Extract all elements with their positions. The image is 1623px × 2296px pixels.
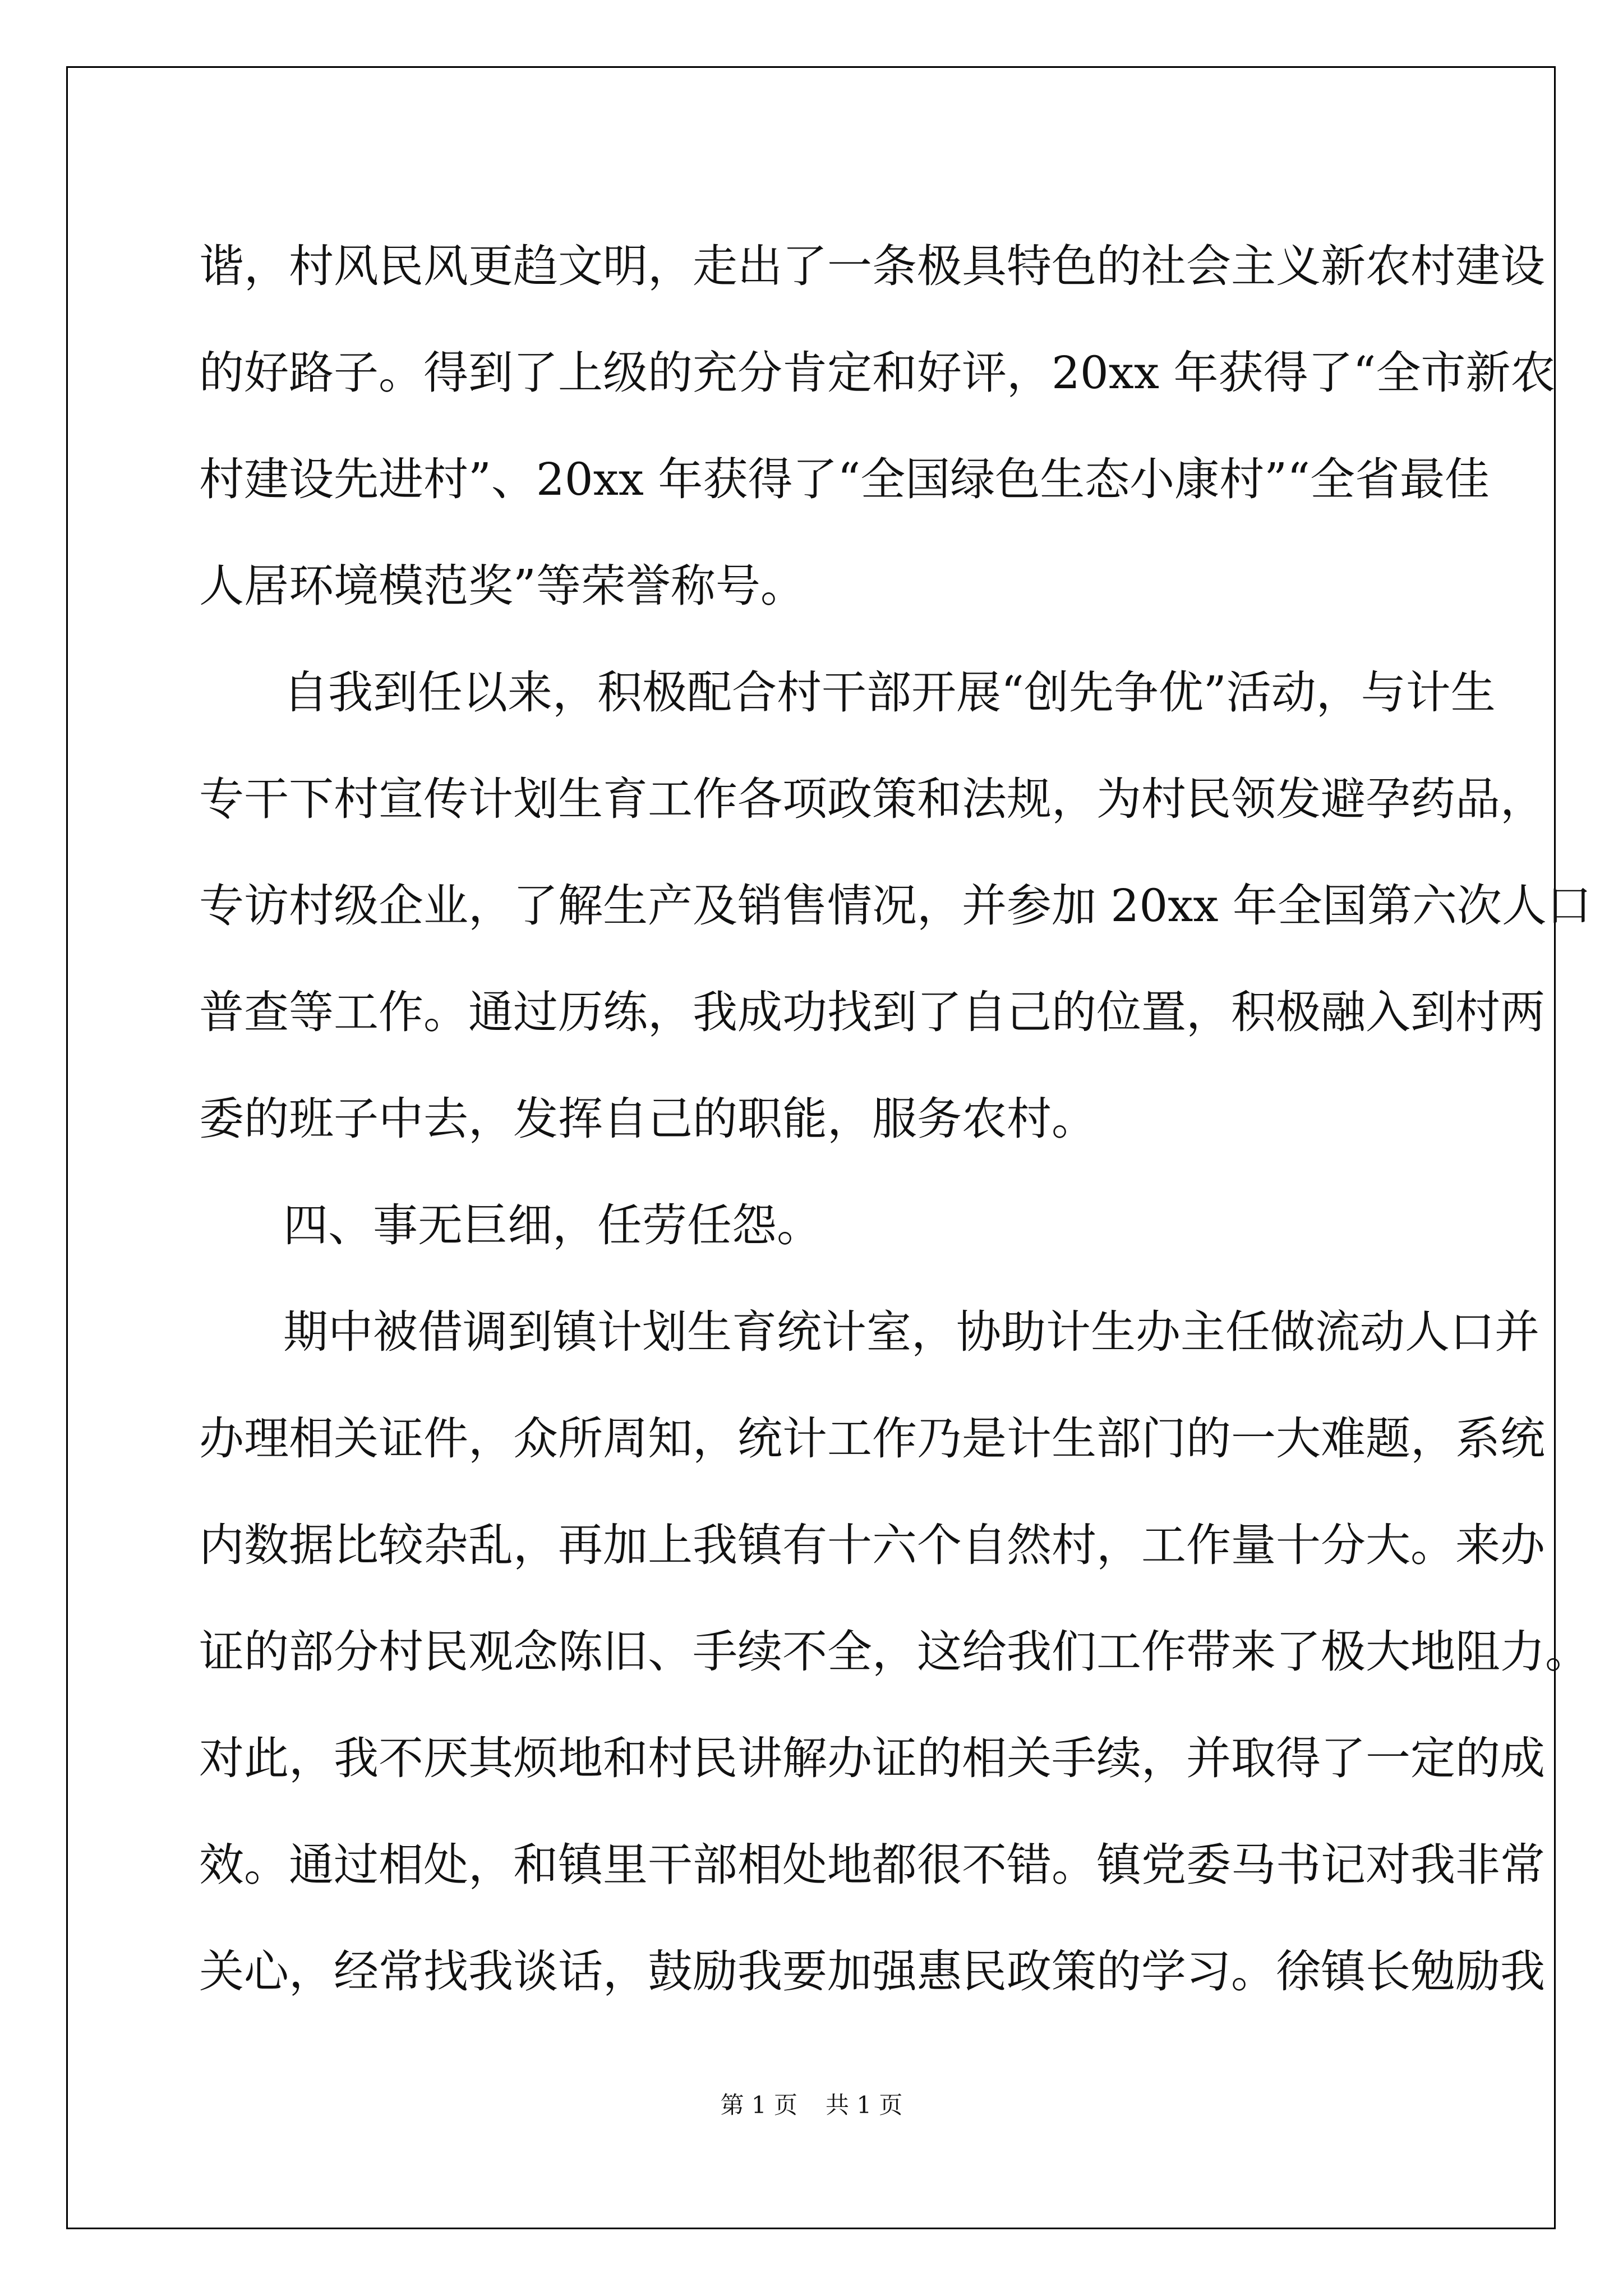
text-line: 内数据比较杂乱，再加上我镇有十六个自然村，工作量十分大。来办 — [199, 1519, 1545, 1571]
page-footer — [0, 2087, 1623, 2120]
text-line: 人居环境模范奖”等荣誉称号。 — [199, 560, 805, 612]
text-line: 证的部分村民观念陈旧、手续不全，这给我们工作带来了极大地阻力。 — [199, 1626, 1590, 1678]
text-line: 委的班子中去，发挥自己的职能，服务农村。 — [199, 1093, 1096, 1145]
text-line: 普查等工作。通过历练，我成功找到了自己的位置，积极融入到村两 — [199, 986, 1545, 1038]
text-line: 关心，经常找我谈话，鼓励我要加强惠民政策的学习。徐镇长勉励我 — [199, 1945, 1545, 1998]
text-line: 专访村级企业，了解生产及销售情况，并参加 20xx 年全国第六次人口 — [199, 880, 1592, 932]
text-line: 自我到任以来，积极配合村干部开展“创先争优”活动，与计生 — [283, 666, 1496, 719]
text-line: 期中被借调到镇计划生育统计室，协助计生办主任做流动人口并 — [283, 1306, 1539, 1358]
text-line: 谐，村风民风更趋文明，走出了一条极具特色的社会主义新农村建设 — [199, 240, 1545, 292]
text-line: 专干下村宣传计划生育工作各项政策和法规，为村民领发避孕药品， — [199, 773, 1545, 825]
text-line: 效。通过相处，和镇里干部相处地都很不错。镇党委马书记对我非常 — [199, 1839, 1545, 1891]
text-line: 四、事无巨细，任劳任怨。 — [283, 1199, 822, 1251]
text-line: 对此，我不厌其烦地和村民讲解办证的相关手续，并取得了一定的成 — [199, 1732, 1545, 1784]
text-line: 村建设先进村”、20xx 年获得了“全国绿色生态小康村”“全省最佳 — [199, 453, 1490, 505]
page-number: 第 1 页 — [720, 2091, 797, 2119]
text-line: 办理相关证件，众所周知，统计工作乃是计生部门的一大难题，系统 — [199, 1412, 1545, 1465]
document-body — [199, 213, 1592, 2025]
page-total: 共 1 页 — [826, 2091, 903, 2119]
text-line: 的好路子。得到了上级的充分肯定和好评，20xx 年获得了“全市新农 — [199, 347, 1556, 399]
